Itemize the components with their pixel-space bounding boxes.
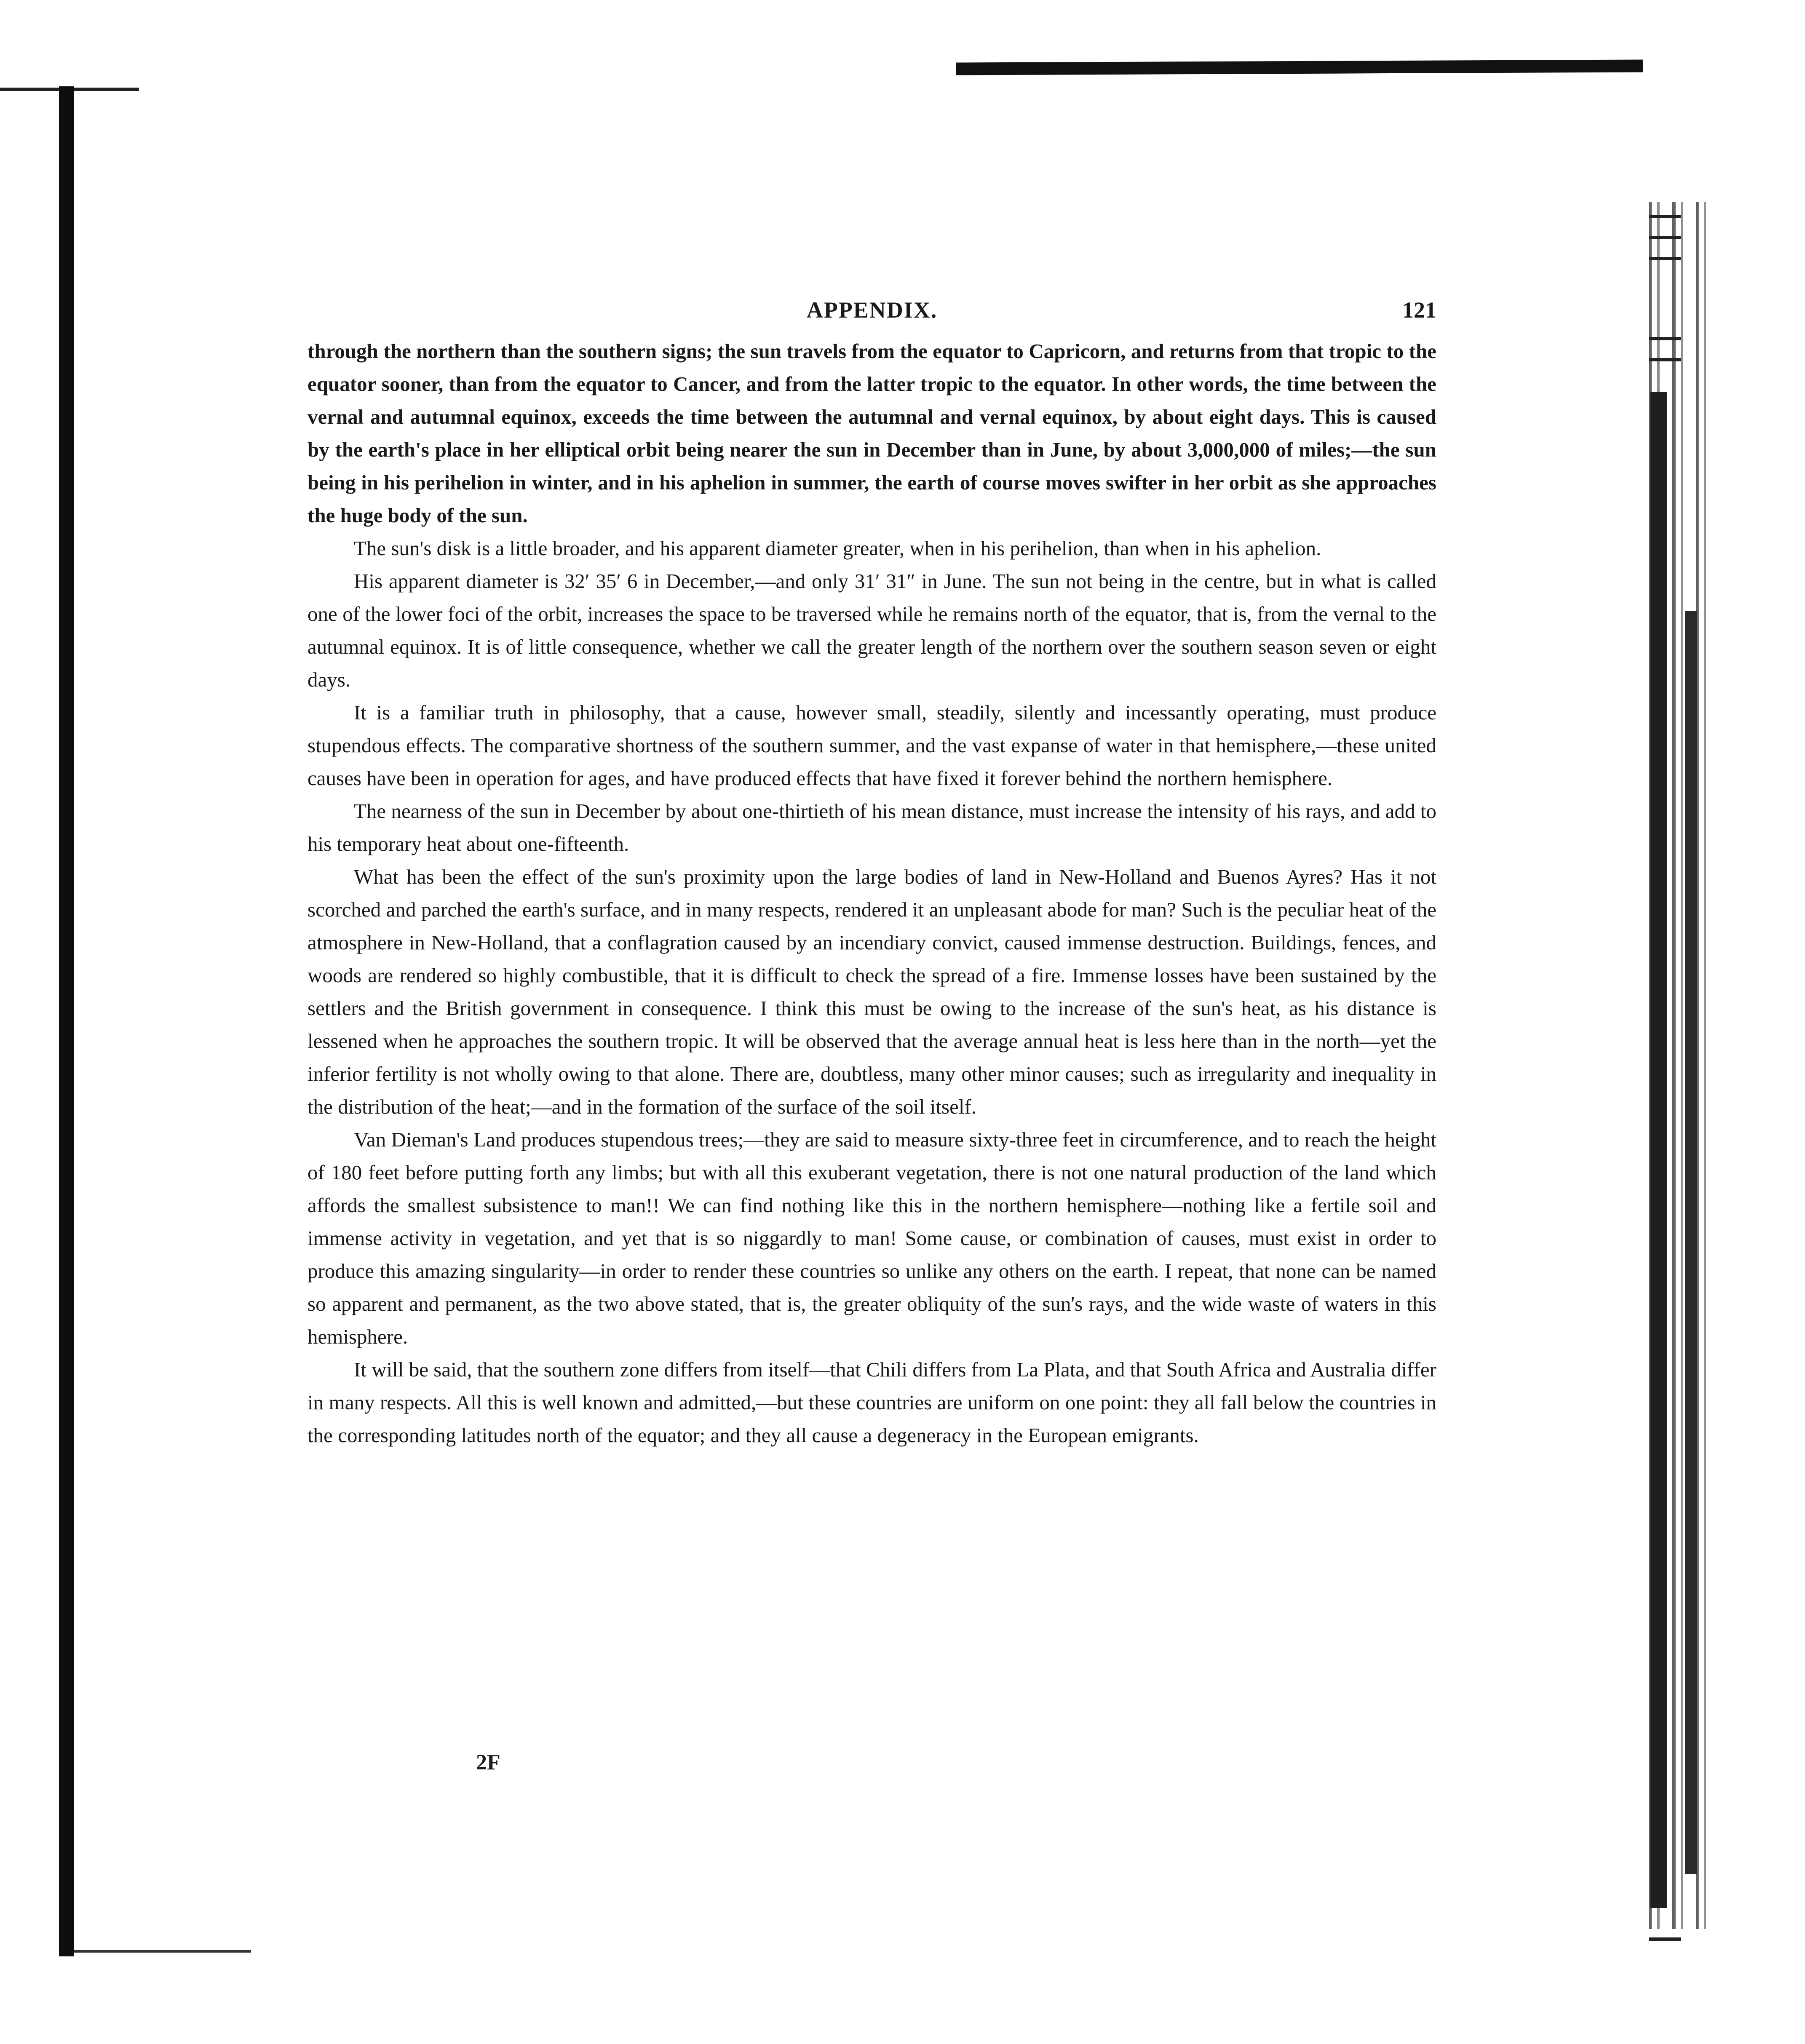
scan-border-left bbox=[59, 86, 74, 1956]
scan-edge-right-dark bbox=[1650, 392, 1667, 1908]
scan-edge-tick bbox=[1649, 236, 1681, 239]
scan-edge-tick bbox=[1649, 257, 1681, 260]
paragraph: It will be said, that the southern zone differs from itself—that Chili differs from La Plata, and that South Africa and Australia differ in many respects. All this is well known and admitted,—but these countries are uniform on one point: they all fall below the countries in the corresponding latitudes north of the equator; and they all cause a degeneracy in the European emigrants. bbox=[308, 1358, 1436, 1447]
paragraph: What has been the effect of the sun's proximity upon the large bodies of land in New-Holland and Buenos Ayres? Has it not scorched and parched the earth's surface, and in many respects, rendered it an unpleasant abode for man? Such is the peculiar heat of the atmosphere in New-Holland, that a conflagration caused by an incendiary convict, caused immense destruction. Buildings, fences, and woods are rendered so highly combustible, that it is difficult to check the spread of a fire. Immense losses have been sustained by the settlers and the British government in consequence. I think this must be owing to the increase of the sun's heat, as his distance is lessened when he approaches the southern tropic. It will be observed that the average annual heat is less here than in the north—yet the inferior fertility is not wholly owing to that alone. There are, doubtless, many other minor causes; such as irregularity and inequality in the distribution of the heat;—and in the formation of the surface of the soil itself. bbox=[308, 865, 1436, 1118]
paragraph: The sun's disk is a little broader, and his apparent diameter greater, when in his perihelion, than when in his aphelion. bbox=[354, 537, 1321, 560]
scan-edge-tick bbox=[1649, 1937, 1681, 1941]
paragraph: Van Dieman's Land produces stupendous trees;—they are said to measure sixty-three feet in circumference, and to reach the height of 180 feet before putting forth any limbs; but with all this exuberant vegetation, there is not one natural production of the land which affords the smallest subsistence to man!! We can find nothing like this in the northern hemisphere—nothing like a fertile soil and immense activity in vegetation, and yet that is so niggardly to man! Some cause, or combination of causes, must exist in order to produce this amazing singularity—in order to render these countries so unlike any others on the earth. I repeat, that none can be named so apparent and permanent, as the two above stated, that is, the greater obliquity of the sun's rays, and the wide waste of waters in this hemisphere. bbox=[308, 1128, 1436, 1348]
paragraph: through the northern than the southern signs; the sun travels from the equator to Capricorn, and returns from that tropic to the equator sooner, than from the equator to Cancer, and from the latter tropic to the equator. In other words, the time between the vernal and autumnal equinox, exceeds the time between the autumnal and vernal equinox, by about eight days. This is caused by the earth's place in her elliptical orbit being nearer the sun in December than in June, by about 3,000,000 of miles;—the sun being in his perihelion in winter, and in his aphelion in summer, the earth of course moves swifter in her orbit as she approaches the huge body of the sun. bbox=[308, 339, 1436, 527]
page-number: 121 bbox=[1402, 297, 1436, 323]
paragraph: The nearness of the sun in December by about one-thirtieth of his mean distance, must increase the intensity of his rays, and add to his temporary heat about one-fifteenth. bbox=[308, 799, 1436, 855]
scan-edge-tick bbox=[1649, 215, 1681, 218]
scan-edge-tick bbox=[1649, 337, 1681, 340]
paragraph: His apparent diameter is 32′ 35′ 6 in December,—and only 31′ 31″ in June. The sun not being in the centre, but in what is called one of the lower foci of the orbit, increases the space to be traversed while he remains north of the equator, that is, from the vernal to the autumnal equinox. It is of little consequence, whether we call the greater length of the northern over the southern season seven or eight days. bbox=[308, 569, 1436, 691]
body-text bbox=[308, 335, 1436, 1452]
scan-border-left-foot bbox=[74, 1950, 251, 1953]
book-page bbox=[308, 289, 1436, 1452]
paragraph: It is a familiar truth in philosophy, that a cause, however small, steadily, silently and incessantly operating, must produce stupendous effects. The comparative shortness of the southern summer, and the vast expanse of water in that hemisphere,—these united causes have been in operation for ages, and have produced effects that have fixed it forever behind the northern hemisphere. bbox=[308, 701, 1436, 790]
running-head: APPENDIX. bbox=[806, 297, 938, 323]
scan-edge-right-dark-2 bbox=[1685, 611, 1697, 1874]
scan-edge-tick bbox=[1649, 358, 1681, 361]
page-header bbox=[308, 289, 1436, 335]
signature-mark: 2F bbox=[476, 1750, 500, 1774]
scan-border-top bbox=[956, 59, 1643, 75]
